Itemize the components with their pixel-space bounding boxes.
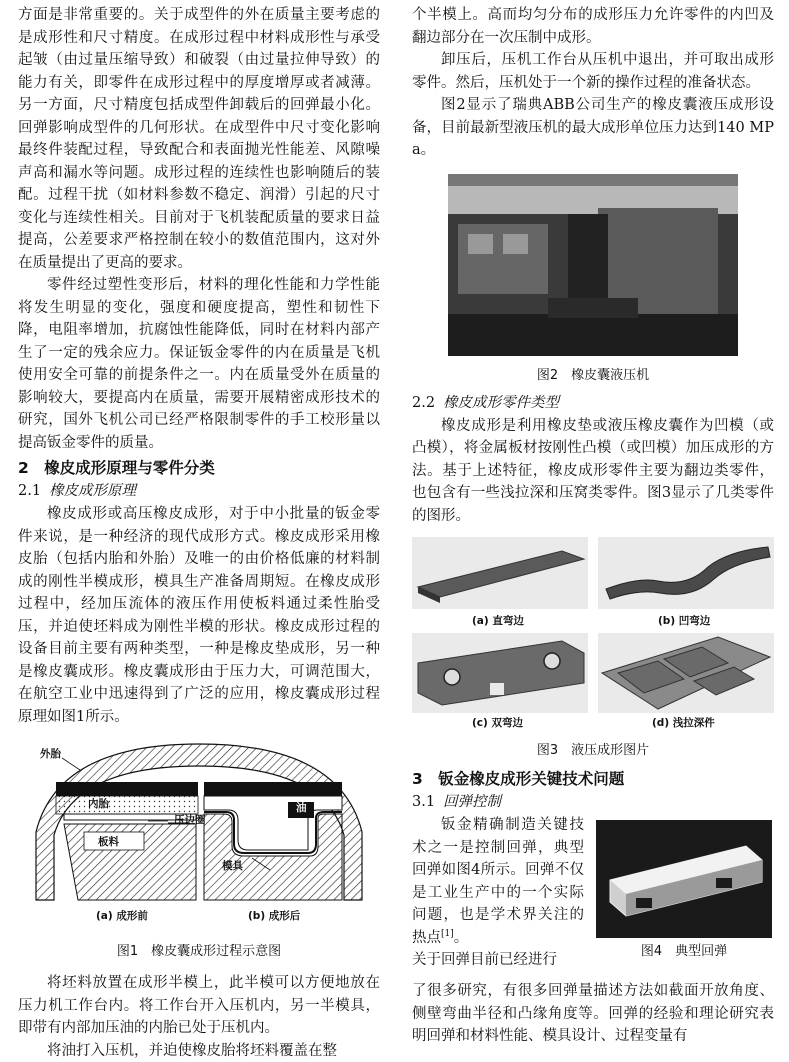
subsection-title: 橡皮成形零件类型 [443,395,559,411]
subsection-number: 3.1 [412,794,435,810]
paragraph-text: 钣金精确制造关键技术之一是控制回弹，典型回弹如图4所示。回弹不仅是工业生产中的一个实际问题，也是学术界关注的热点 [412,817,584,946]
fig1-label-outer-tire: 外胎 [40,746,61,761]
paragraph: 卸压后，压机工作台从压机中退出，并可取出成形零件。然后，压机处于一个新的操作过程的准备状态。 [412,49,774,94]
subsection-title: 回弹控制 [443,794,501,810]
figure-2 [412,174,774,364]
figure-4-caption: 图4 典型回弹 [596,942,772,962]
paragraph: 个半模上。高而均匀分布的成形压力允许零件的内凹及翻边部分在一次压制中成形。 [412,4,774,49]
figure-1-caption: 图1 橡皮囊成形过程示意图 [18,942,380,962]
subsection-number: 2.2 [412,395,435,411]
left-column [18,4,380,1062]
paragraph: 橡皮成形是利用橡皮垫或液压橡皮囊作为凹模（或凸模），将金属板材按刚性凸模（或凹模）加压成形的方法。基于上述特征，橡皮成形零件主要为翻边类零件，也包含有一些浅拉深和压窝类零件。图3显示了几类零件的图形。 [412,415,774,528]
paragraph [412,814,584,949]
subsection-number: 2.1 [18,483,41,499]
subsection-heading-2-2 [412,392,774,415]
figure-3-part-c [412,633,588,713]
section-heading-2: 2 橡皮成形原理与零件分类 [18,456,380,480]
paragraph-text: 。 [454,930,469,946]
paragraph: 方面是非常重要的。关于成型件的外在质量主要考虑的是成形性和尺寸精度。在成形过程中材料成形性与承受起皱（由过量压缩导致）和破裂（由过量拉伸导致）的能力有关，即零件在成形过程中的厚度增厚或者减薄。另一方面，尺寸精度包括成型件卸载后的回弹最小化。回弹影响成型件的几何形状。在成型件中尺寸变化影响最终件装配过程，导致配合和表面抛光性能差、风隙噪声高和漏水等问题。成形过程的连续性也影响随后的装配。过程干扰（如材料参数不稳定、润滑）引起的尺寸变化与连续性相关。目前对于飞机装配质量的要求日益提高，公差要求严格控制在较小的数值范围内，这对外在质量提出了更高的要求。 [18,4,380,274]
paragraph: 关于回弹目前已经进行 [412,949,584,972]
figure-4-wrap [412,814,774,984]
fig1-label-die: 模具 [222,858,243,873]
figure-2-caption: 图2 橡皮囊液压机 [412,366,774,386]
fig1-label-inner-tire: 内胎 [88,796,109,811]
figure-1-diagram [18,740,380,916]
right-column [412,4,774,1048]
subsection-heading-3-1 [412,791,774,814]
paragraph: 零件经过塑性变形后，材料的理化性能和力学性能将发生明显的变化，强度和硬度提高，塑性和韧性下降，电阻率增加，抗腐蚀性能降低，同时在材料内部产生了一定的残余应力。保证钣金零件的内在质量是飞机使用安全可靠的前提条件之一。内在质量受外在质量的影响较大，要提高内在质量，需要开展精密成形技术的研究，国外飞机公司已经严格限制零件的手工校形量以提高钣金零件的质量。 [18,274,380,454]
figure-3-caption: 图3 液压成形图片 [412,741,774,761]
fig3-subcaption-b: (b) 凹弯边 [658,613,710,628]
figure-4-wrap-text [412,814,584,972]
figure-3-part-b [598,537,774,609]
fig3-subcaption-a: (a) 直弯边 [472,613,524,628]
figure-2-photo [448,174,738,356]
figure-3 [412,537,774,733]
paragraph: 了很多研究，有很多回弹量描述方法如截面开放角度、侧壁弯曲半径和凸缘角度等。回弹的经验和理论研究表明回弹和材料性能、模具设计、过程变量有 [412,980,774,1048]
figure-3-part-d [598,633,774,713]
paragraph: 将坯料放置在成形半模上，此半模可以方便地放在压力机工作台内。将工作台开入压机内，另一半模具，即带有内部加压油的内胎已处于压机内。 [18,972,380,1040]
paragraph: 橡皮成形或高压橡皮成形，对于中小批量的钣金零件来说，是一种经济的现代成形方式。橡皮成形采用橡皮胎（包括内胎和外胎）及唯一的由价格低廉的材料制成的刚性半模成形，模具生产准备周期短。在橡皮成形过程中，经加压流体的液压作用使板料通过柔性胎受压，并迫使坯料成为刚性半模的形状。橡皮成形过程的设备目前主要有两种类型，一种是橡皮垫成形，另一种是橡皮囊成形。橡皮囊成形由于压力大，可调范围大，在航空工业中迅速得到了广泛的应用，橡皮囊成形过程原理如图1所示。 [18,503,380,728]
citation: [1] [441,929,454,939]
section-heading-3: 3 钣金橡皮成形关键技术问题 [412,767,774,791]
fig3-subcaption-c: (c) 双弯边 [472,715,523,730]
figure-1 [18,740,380,940]
figure-3-part-a [412,537,588,609]
fig1-label-oil: 油 [296,800,307,815]
fig1-label-sheet: 板料 [98,834,119,849]
fig3-subcaption-d: (d) 浅拉深件 [652,715,715,730]
subsection-heading-2-1 [18,480,380,503]
subsection-title: 橡皮成形原理 [49,483,136,499]
paragraph: 将油打入压机，并迫使橡皮胎将坯料覆盖在整 [18,1040,380,1062]
paragraph: 图2显示了瑞典ABB公司生产的橡皮囊液压成形设备，目前最新型液压机的最大成形单位压力达到140 MPa。 [412,94,774,162]
fig1-label-blank-holder: 压边圈 [174,812,206,827]
fig1-subcaption-b: (b) 成形后 [248,908,300,923]
fig1-subcaption-a: (a) 成形前 [96,908,148,923]
figure-4-photo [596,820,772,938]
